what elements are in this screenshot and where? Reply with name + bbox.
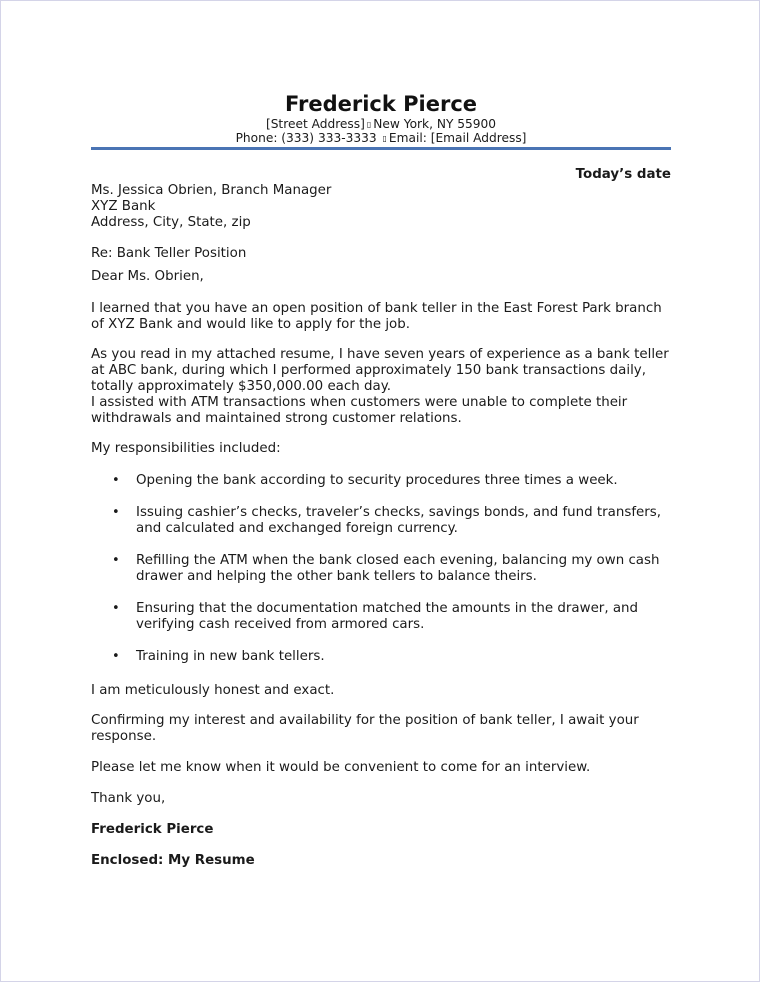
list-item (91, 601, 671, 633)
header-divider (91, 147, 671, 150)
responsibilities-intro: My responsibilities included: (91, 441, 281, 456)
sender-phone: Phone: (333) 333-3333 (235, 131, 377, 145)
salutation: Dear Ms. Obrien, (91, 269, 204, 284)
list-item (91, 649, 671, 665)
sender-street: [Street Address] (265, 117, 365, 131)
bullet-glyph: • (112, 553, 120, 568)
sender-name: Frederick Pierce (284, 92, 478, 116)
list-item-text: Opening the bank according to security procedures three times a week. (136, 473, 618, 488)
letter-date: Today’s date (575, 167, 671, 182)
list-item (91, 473, 671, 489)
list-item-text: Training in new bank tellers. (136, 649, 325, 664)
experience-text-2: I assisted with ATM transactions when customers were unable to complete their withdrawals and maintained strong customer relations. (91, 395, 628, 426)
list-item (91, 553, 671, 585)
list-item (91, 505, 671, 537)
separator-glyph: ▯ (366, 120, 372, 129)
signature-name: Frederick Pierce (91, 822, 214, 837)
bullet-glyph: • (112, 505, 120, 520)
enclosure-line: Enclosed: My Resume (91, 853, 255, 868)
bullet-glyph: • (112, 601, 120, 616)
experience-paragraph (91, 347, 671, 427)
sender-contact-line (91, 131, 671, 146)
recipient-company: XYZ Bank (91, 199, 156, 214)
interview-paragraph: Please let me know when it would be convenient to come for an interview. (91, 760, 591, 775)
recipient-block (91, 183, 671, 231)
list-item-text: Issuing cashier’s checks, traveler’s checks, savings bonds, and fund transfers, and calculated and exchanged foreign currency. (136, 505, 662, 536)
responsibilities-list (91, 473, 671, 681)
separator-glyph: ▯ (382, 134, 387, 143)
subject-line: Re: Bank Teller Position (91, 246, 247, 261)
honesty-paragraph: I am meticulously honest and exact. (91, 683, 335, 698)
bullet-glyph: • (112, 649, 120, 664)
recipient-address: Address, City, State, zip (91, 215, 251, 230)
intro-paragraph: I learned that you have an open position of bank teller in the East Forest Park branch of XYZ Bank and would like to apply for the job. (91, 301, 662, 332)
sender-email: Email: [Email Address] (388, 131, 527, 145)
sender-city: New York, NY 55900 (373, 117, 497, 131)
bullet-glyph: • (112, 473, 120, 488)
list-item-text: Refilling the ATM when the bank closed each evening, balancing my own cash drawer and helping the other bank tellers to balance theirs. (136, 553, 660, 584)
experience-text-1: As you read in my attached resume, I have seven years of experience as a bank teller at ABC bank, during which I performed approximately 150 bank transactions daily, totally approximately $350,000.00 each day. (91, 347, 669, 394)
closing: Thank you, (91, 791, 166, 806)
interest-paragraph: Confirming my interest and availability for the position of bank teller, I await your response. (91, 713, 639, 744)
list-item-text: Ensuring that the documentation matched the amounts in the drawer, and verifying cash received from armored cars. (136, 601, 639, 632)
sender-address-line (91, 117, 671, 132)
recipient-name: Ms. Jessica Obrien, Branch Manager (91, 183, 332, 198)
